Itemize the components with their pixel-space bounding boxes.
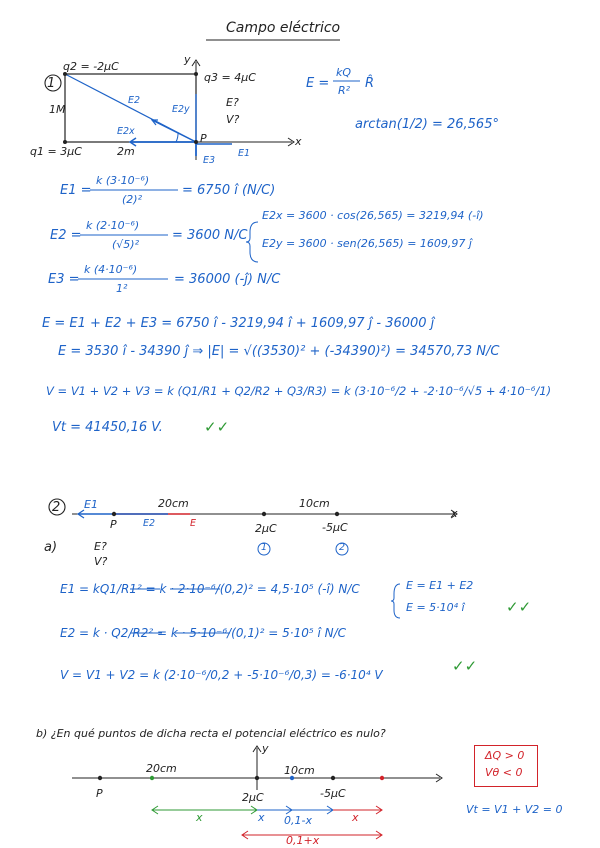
- p2b-x-blue: x: [258, 811, 265, 824]
- p2-e1-line: E1 = kQ1/R1² = k · 2·10⁻⁶/(0,2)² = 4,5·10⁵ (-î) N/C: [60, 582, 360, 596]
- sum-line-1: E = E1 + E2 + E3 = 6750 î - 3219,94 î + 1609,97 ĵ - 36000 ĵ: [42, 316, 435, 331]
- p2-circle-1: 1: [261, 542, 268, 553]
- p2-x-label: x: [451, 507, 458, 520]
- potential-result: Vt = 41450,16 V.: [52, 420, 163, 435]
- e3-result: = 36000 (-ĵ) N/C: [174, 272, 281, 287]
- law-denominator: R²: [338, 84, 351, 97]
- p2-20cm: 20cm: [158, 497, 189, 510]
- p1-figure: [45, 60, 294, 160]
- p1-v-question: V?: [226, 113, 240, 126]
- p2-sum-a: E = E1 + E2: [406, 579, 474, 592]
- total-potential-line: Vt = V1 + V2 = 0: [466, 803, 563, 816]
- p1-x-label: x: [295, 135, 302, 148]
- p2-e2-label: E2: [143, 518, 156, 529]
- p2-number: 2: [52, 500, 61, 515]
- p1-bottom-label: 2m: [117, 145, 135, 158]
- p2-circle-2: 2: [339, 542, 346, 553]
- e1-numerator: k (3·10⁻⁶): [96, 174, 150, 187]
- p2b-01-plus-x: 0,1+x: [286, 834, 320, 847]
- p1-e2-label: E2: [128, 95, 141, 106]
- p2b-y-label: y: [262, 742, 269, 755]
- sum-line-2: E = 3530 î - 34390 ĵ ⇒ |E| = √((3530)² + (-34390)²) = 34570,73 N/C: [58, 344, 500, 359]
- p2b-20cm: 20cm: [146, 762, 177, 775]
- law-lhs: E =: [306, 76, 330, 91]
- e2-denominator: (√5)²: [112, 238, 140, 251]
- p2-v-question: V?: [94, 555, 108, 568]
- e2-lhs: E2 =: [50, 228, 82, 243]
- p2-part-b-question: b) ¿En qué puntos de dicha recta el potencial eléctrico es nulo?: [36, 727, 386, 740]
- p1-q2-label: q2 = -2μC: [63, 60, 119, 73]
- page-title: Campo eléctrico: [226, 20, 341, 36]
- p2-sum-b: E = 5·10⁴ î: [406, 601, 465, 614]
- p2-charge-2: 2μC: [255, 522, 277, 535]
- p1-y-label: y: [184, 53, 191, 66]
- p2-check-mark-1: ✓✓: [506, 598, 532, 616]
- p1-e2y-label: E2y: [172, 104, 190, 115]
- e2-result: = 3600 N/C: [172, 228, 248, 243]
- p2-e1-label: E1: [84, 498, 98, 511]
- p2b-x-red: x: [352, 811, 359, 824]
- arctan-line: arctan(1/2) = 26,565°: [355, 117, 499, 132]
- p2b-01-minus-x: 0,1-x: [284, 814, 312, 827]
- p1-brace: [246, 222, 258, 262]
- law-numerator: kQ: [336, 66, 352, 79]
- p2b-x-green: x: [196, 811, 203, 824]
- p1-e-question: E?: [226, 96, 239, 109]
- p1-q1-label: q1 = 3μC: [30, 145, 82, 158]
- p2-etot-label: E: [190, 518, 197, 529]
- p2b-10cm: 10cm: [284, 764, 315, 777]
- sign-box-line-1: ΔQ > 0: [485, 749, 525, 762]
- e3-denominator: 1²: [116, 282, 128, 295]
- p1-q3-label: q3 = 4μC: [204, 71, 256, 84]
- p2b-point-p: P: [96, 787, 103, 800]
- e1-denominator: (2)²: [122, 193, 142, 206]
- p2b-charge-5: -5μC: [320, 787, 346, 800]
- p2-part-a: a): [44, 540, 58, 555]
- p2-check-mark-2: ✓✓: [452, 657, 478, 675]
- p1-e2-vector: [152, 120, 196, 142]
- p1-check-mark: ✓✓: [204, 418, 230, 436]
- p2b-charge-2: 2μC: [242, 791, 264, 804]
- e2x-line: E2x = 3600 · cos(26,565) = 3219,94 (-î): [262, 209, 484, 222]
- p2-point-p: P: [110, 518, 117, 531]
- p1-number: 1: [47, 76, 56, 91]
- p1-point-p: P: [200, 132, 207, 145]
- e1-lhs: E1 =: [60, 183, 92, 198]
- e3-numerator: k (4·10⁻⁶): [84, 263, 138, 276]
- p2-charge-5: -5μC: [322, 521, 348, 534]
- p2-potential-line: V = V1 + V2 = k (2·10⁻⁶/0,2 + -5·10⁻⁶/0,3) = -6·10⁴ V: [60, 668, 383, 682]
- potential-line: V = V1 + V2 + V3 = k (Q1/R1 + Q2/R2 + Q3/R3) = k (3·10⁻⁶/2 + -2·10⁻⁶/√5 + 4·10⁻⁶/1): [46, 384, 552, 398]
- p1-e1-label: E1: [238, 148, 251, 159]
- p2-e2-line: E2 = k · Q2/R2² = k · 5·10⁻⁶/(0,1)² = 5·10⁵ î N/C: [60, 626, 347, 640]
- sign-box-line-2: Vθ < 0: [485, 766, 523, 779]
- e2-numerator: k (2·10⁻⁶): [86, 219, 140, 232]
- p1-e3-label: E3: [203, 155, 216, 166]
- p1-side-label: 1M: [49, 103, 66, 116]
- e2y-line: E2y = 3600 · sen(26,565) = 1609,97 ĵ: [262, 237, 472, 250]
- p2-e-question: E?: [94, 540, 107, 553]
- law-unit-vector: R̂: [365, 76, 375, 91]
- e3-lhs: E3 =: [48, 272, 80, 287]
- p1-e2x-label: E2x: [117, 126, 135, 137]
- e1-result: = 6750 î (N/C): [182, 183, 276, 198]
- p1-angle-arc: [176, 132, 178, 142]
- p2-10cm: 10cm: [299, 497, 330, 510]
